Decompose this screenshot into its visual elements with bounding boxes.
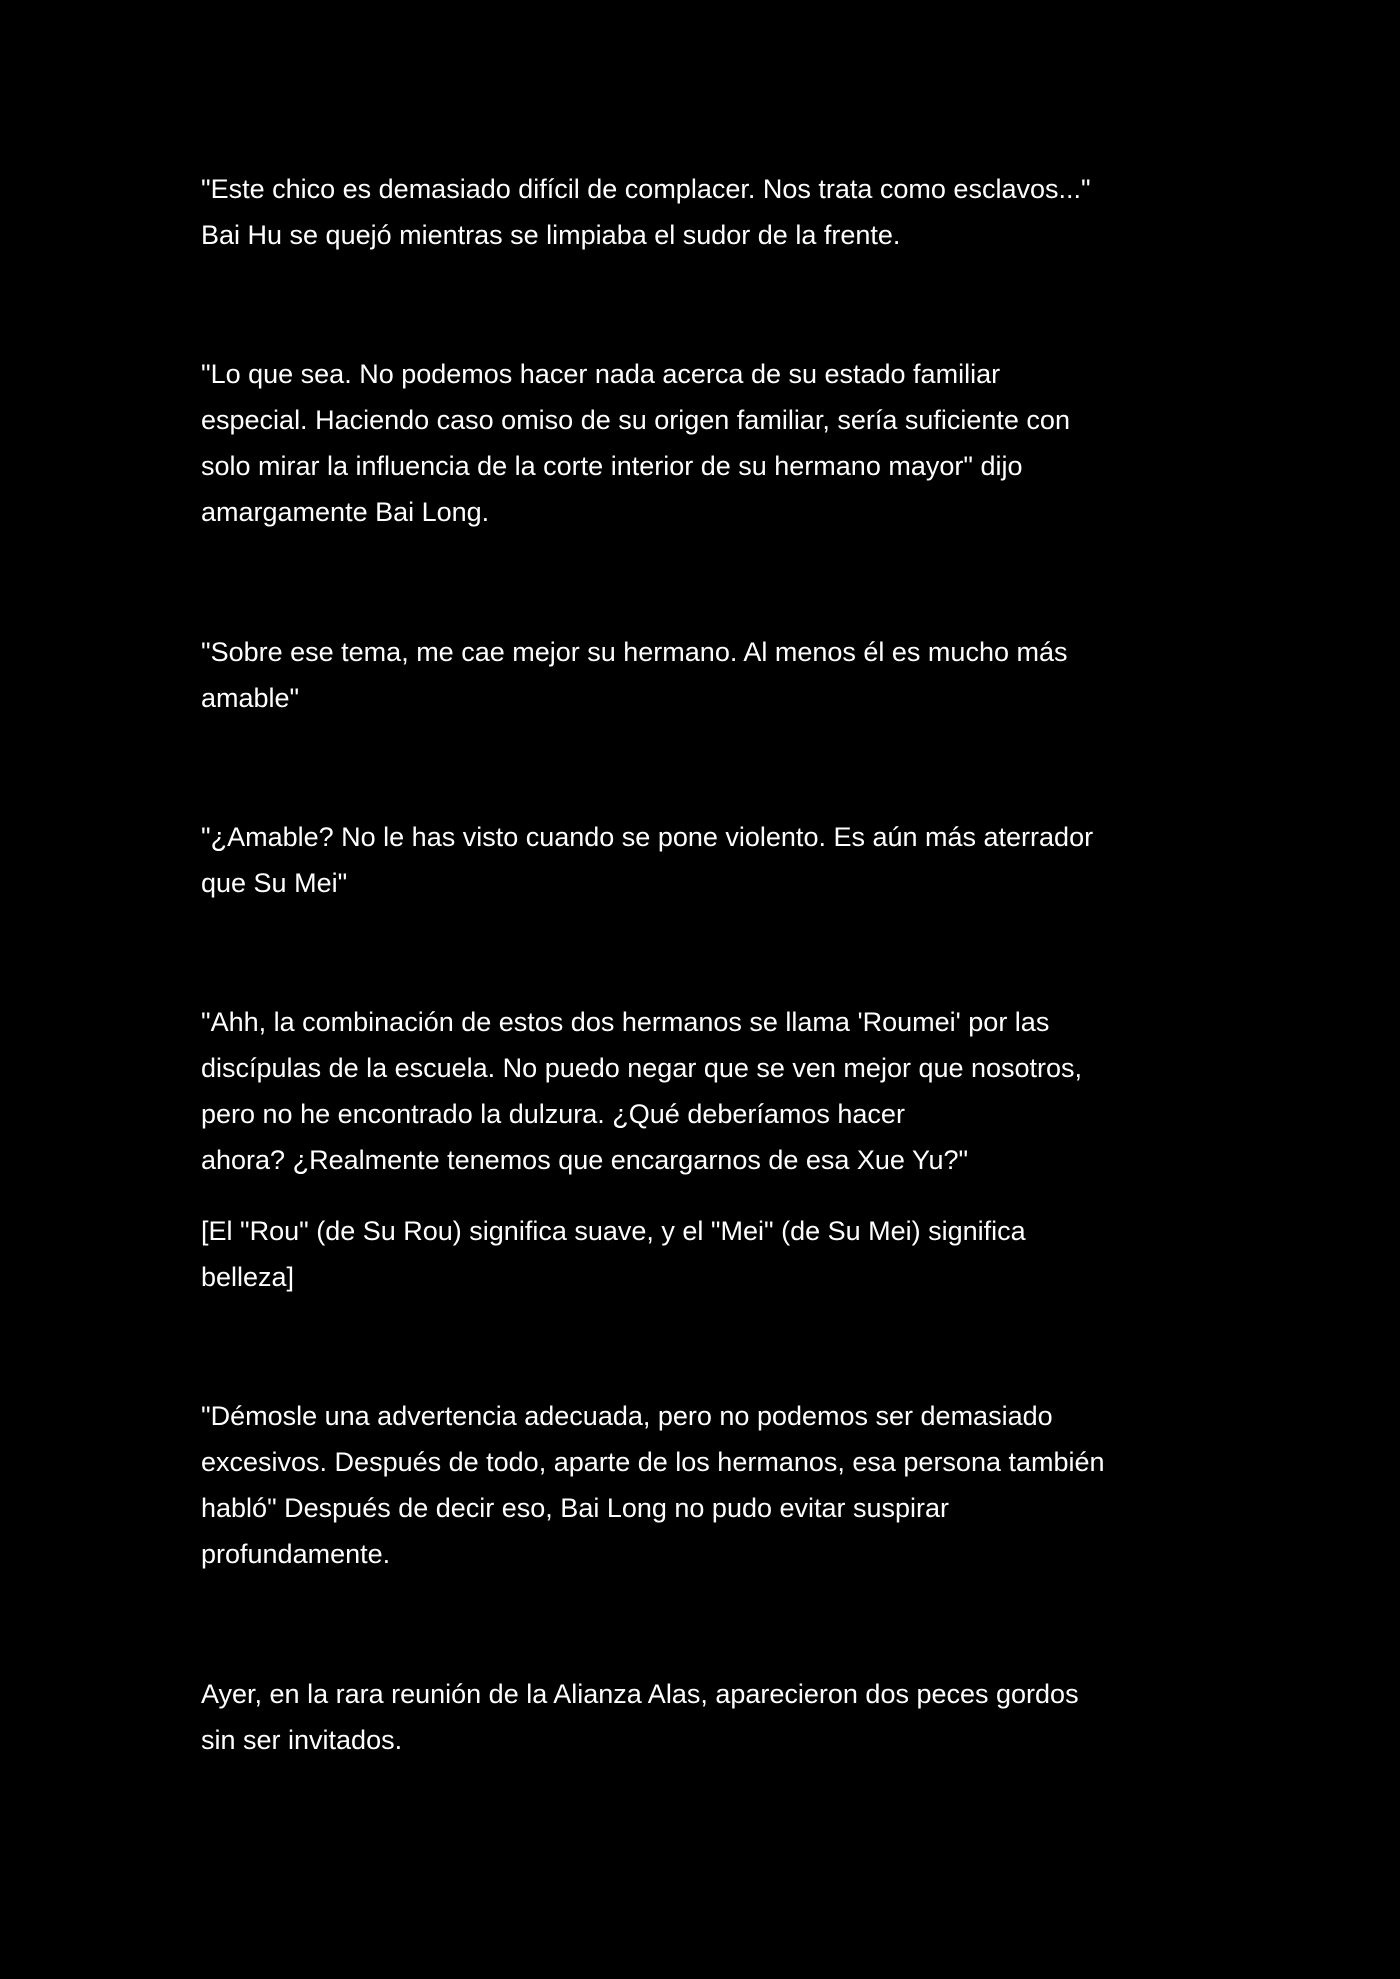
text-line: amable" <box>201 683 300 713</box>
text-line: "Sobre ese tema, me cae mejor su hermano. Al menos él es mucho más <box>201 637 1068 667</box>
translator-note <box>201 1208 1211 1300</box>
paragraph-7 <box>201 1393 1211 1577</box>
text-line: "Ahh, la combinación de estos dos hermanos se llama 'Roumei' por las <box>201 1007 1050 1037</box>
text-line: discípulas de la escuela. No puedo negar que se ven mejor que nosotros, <box>201 1053 1083 1083</box>
text-line: pero no he encontrado la dulzura. ¿Qué deberíamos hacer <box>201 1099 905 1129</box>
text-line: profundamente. <box>201 1539 391 1569</box>
text-line: sin ser invitados. <box>201 1725 403 1755</box>
text-line: Bai Hu se quejó mientras se limpiaba el sudor de la frente. <box>201 220 901 250</box>
text-line: excesivos. Después de todo, aparte de los hermanos, esa persona también <box>201 1447 1105 1477</box>
paragraph-1 <box>201 166 1211 258</box>
text-line: habló" Después de decir eso, Bai Long no pudo evitar suspirar <box>201 1493 950 1523</box>
text-line: "Lo que sea. No podemos hacer nada acerca de su estado familiar <box>201 359 1001 389</box>
text-line: que Su Mei" <box>201 868 348 898</box>
paragraph-8 <box>201 1671 1211 1763</box>
text-line: especial. Haciendo caso omiso de su origen familiar, sería suficiente con <box>201 405 1070 435</box>
text-line: "¿Amable? No le has visto cuando se pone violento. Es aún más aterrador <box>201 822 1094 852</box>
paragraph-4 <box>201 814 1211 906</box>
text-line: solo mirar la influencia de la corte interior de su hermano mayor" dijo <box>201 451 1023 481</box>
paragraph-3 <box>201 629 1211 721</box>
text-line: "Démosle una advertencia adecuada, pero no podemos ser demasiado <box>201 1401 1053 1431</box>
text-line: ahora? ¿Realmente tenemos que encargarnos de esa Xue Yu?" <box>201 1145 969 1175</box>
text-line: [El "Rou" (de Su Rou) significa suave, y el "Mei" (de Su Mei) significa <box>201 1216 1026 1246</box>
text-line: amargamente Bai Long. <box>201 497 490 527</box>
text-line: belleza] <box>201 1262 295 1292</box>
text-line: Ayer, en la rara reunión de la Alianza Alas, aparecieron dos peces gordos <box>201 1679 1079 1709</box>
text-line: "Este chico es demasiado difícil de complacer. Nos trata como esclavos..." <box>201 174 1091 204</box>
paragraph-2 <box>201 351 1211 535</box>
paragraph-5 <box>201 999 1211 1183</box>
